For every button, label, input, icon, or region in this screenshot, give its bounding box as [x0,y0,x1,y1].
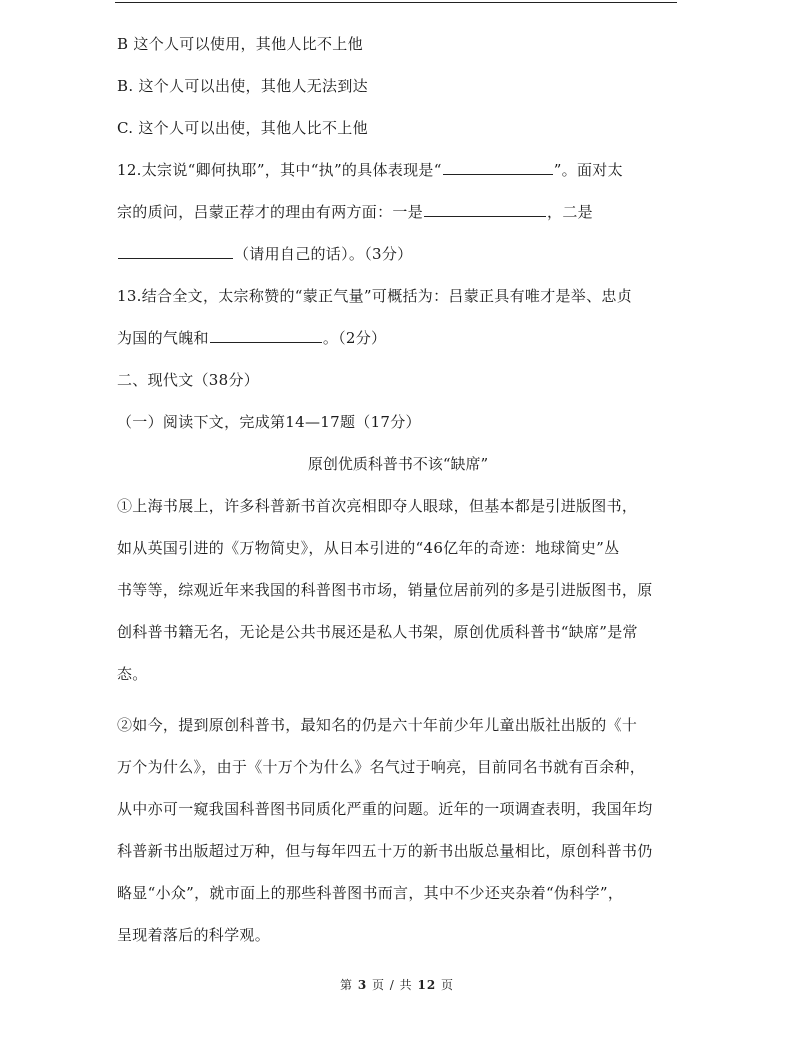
paragraph-2-line-6: 呈现着落后的科学观。 [117,926,271,944]
option-b-envoy: B. 这个人可以出使，其他人无法到达 [117,77,368,95]
paragraph-2-line-4: 科普新书出版超过万种，但与每年四五十万的新书出版总量相比，原创科普书仍 [117,842,653,860]
answer-blank-13[interactable] [210,327,322,343]
paragraph-1-line-3: 书等等，综观近年来我国的科普图书市场，销量位居前列的多是引进版图书，原 [117,581,653,599]
answer-blank-12-a[interactable] [443,159,553,175]
question-12-line-2 [117,196,677,229]
question-13-line-1: 13.结合全文，太宗称赞的“蒙正气量”可概括为：吕蒙正具有唯才是举、忠贞 [117,287,632,305]
current-page-number: 3 [357,978,368,992]
header-rule [115,2,677,3]
footer-prefix: 第 [339,978,358,992]
footer-middle: 页 / 共 [367,978,418,992]
question-12-text-a: 12.太宗说“卿何执耶”，其中“执”的具体表现是“ [117,161,442,179]
paragraph-1-line-2: 如从英国引进的《万物简史》，从日本引进的“46亿年的奇迹：地球简史”丛 [117,539,620,557]
question-13-text-a: 为国的气魄和 [117,329,209,347]
footer-suffix: 页 [436,978,455,992]
paragraph-2 [117,709,677,952]
answer-blank-12-c[interactable] [118,243,233,259]
page-footer [0,976,794,993]
paragraph-2-line-1: ②如今，提到原创科普书，最知名的仍是六十年前少年儿童出版社出版的《十 [117,716,638,734]
paragraph-1 [117,490,677,691]
section-sub-heading: （一）阅读下文，完成第14—17题（17分） [117,413,421,431]
paragraph-2-line-2: 万个为什么》，由于《十万个为什么》名气过于响亮，目前同名书就有百余种， [117,758,646,776]
question-13-line-2 [117,322,677,355]
question-12-text-d: ，二是 [547,203,593,221]
paragraph-1-line-1: ①上海书展上，许多科普新书首次亮相即夺人眼球，但基本都是引进版图书， [117,497,638,515]
option-c-envoy: C. 这个人可以出使，其他人比不上他 [117,119,368,137]
question-13-text-b: 。（2分） [322,329,387,347]
section-heading: 二、现代文（38分） [117,371,260,389]
paragraph-1-line-4: 创科普书籍无名，无论是公共书展还是私人书架，原创优质科普书“缺席”是常 [117,623,638,641]
paragraph-2-line-3: 从中亦可一窥我国科普图书同质化严重的问题。近年的一项调查表明，我国年均 [117,800,653,818]
question-12-line-1 [117,154,677,187]
article-title: 原创优质科普书不该“缺席” [307,455,489,473]
document-page [117,28,677,952]
answer-blank-12-b[interactable] [424,201,546,217]
question-12-line-3 [117,238,677,271]
paragraph-2-line-5: 略显“小众”，就市面上的那些科普图书而言，其中不少还夹杂着“伪科学”， [117,884,624,902]
total-page-number: 12 [417,978,437,992]
question-12-text-c: 宗的质问，吕蒙正荐才的理由有两方面：一是 [117,203,424,221]
question-12-text-e: （请用自己的话）。（3分） [234,245,413,263]
option-b-use: B 这个人可以使用，其他人比不上他 [117,35,363,53]
question-12-text-b: ”。面对太 [553,161,623,179]
paragraph-1-line-5: 态。 [117,665,148,683]
